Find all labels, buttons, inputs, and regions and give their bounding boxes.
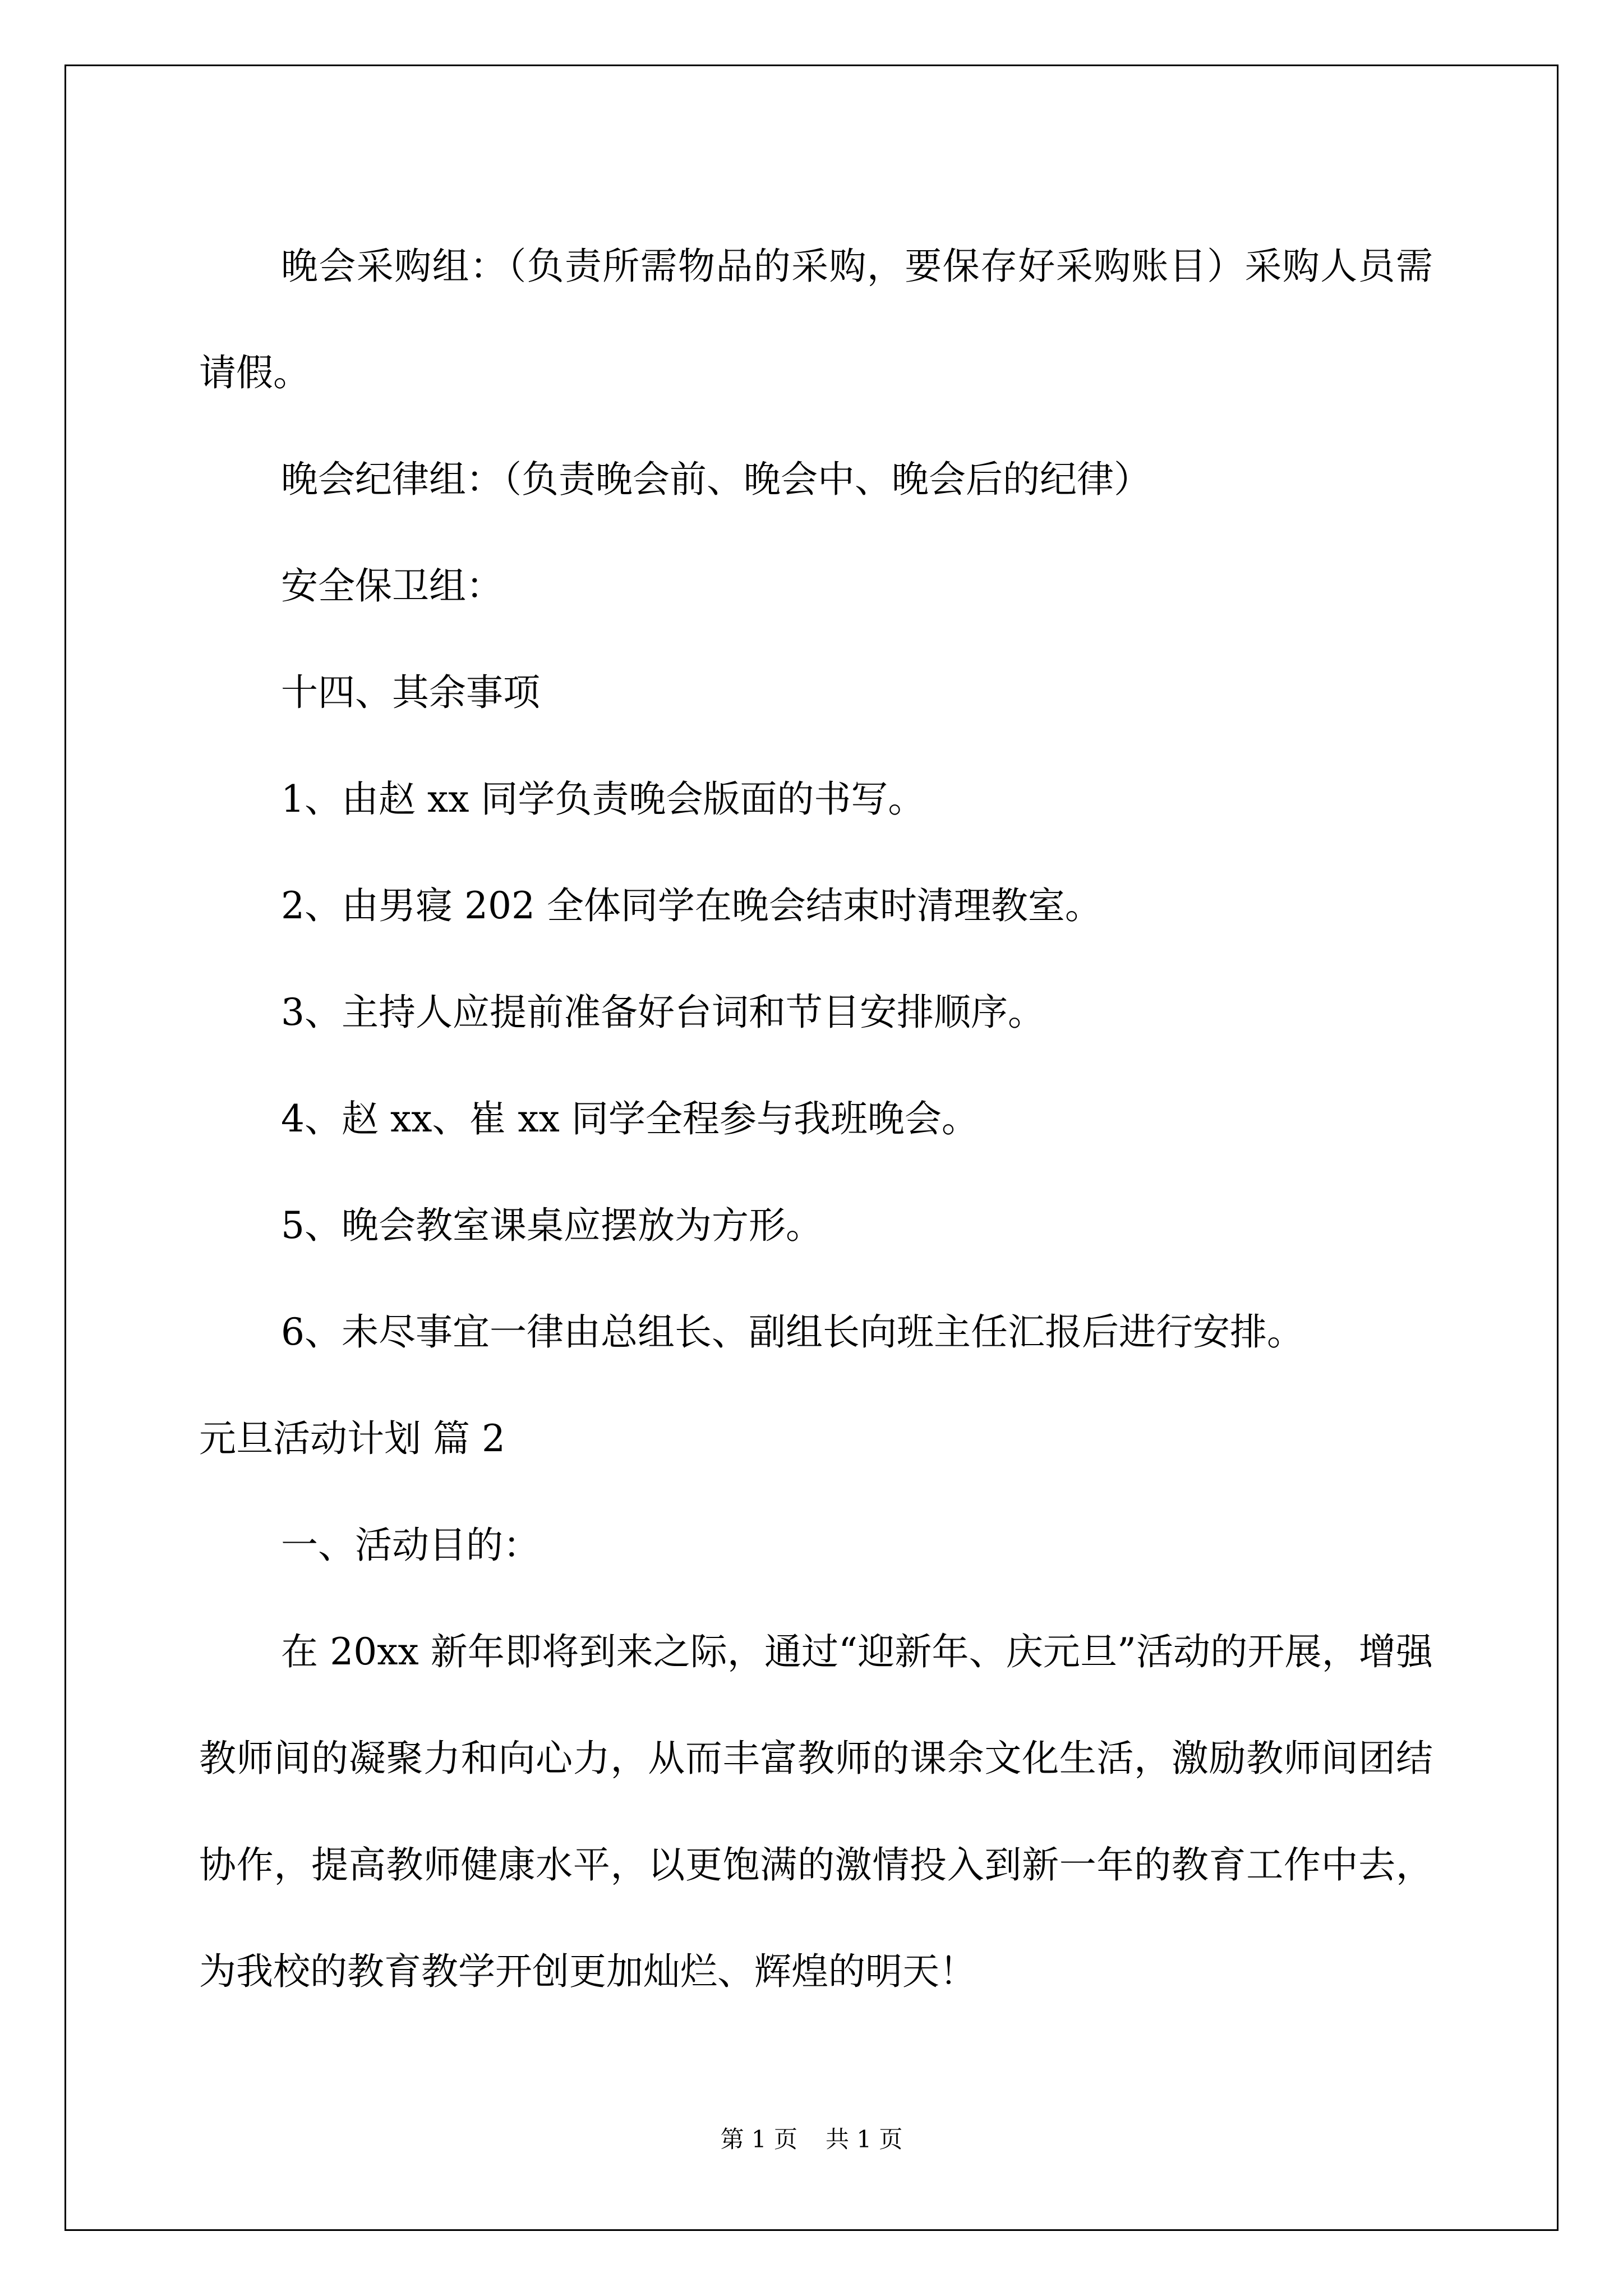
paragraph-security-group: 安全保卫组： [281,564,503,608]
page-number-total: 共 1 页 [826,2125,903,2153]
list-item: 4、赵 xx、崔 xx 同学全程参与我班晚会。 [281,1097,979,1140]
plan-title: 元旦活动计划 篇 2 [199,1417,505,1460]
list-item: 5、晚会教室课桌应摆放为方形。 [281,1204,823,1247]
page-footer [0,2124,1623,2155]
page-number-current: 第 1 页 [720,2125,797,2153]
section-heading-other-matters: 十四、其余事项 [281,671,540,714]
list-item: 6、未尽事宜一律由总组长、副组长向班主任汇报后进行安排。 [281,1310,1304,1354]
paragraph-discipline-group: 晚会纪律组：（负责晚会前、晚会中、晚会后的纪律） [281,458,1151,501]
list-item: 2、由男寝 202 全体同学在晚会结束时清理教室。 [281,884,1102,927]
document-body [199,213,1433,2025]
list-item: 1、由赵 xx 同学负责晚会版面的书写。 [281,777,925,821]
paragraph-purpose-body: 在 20xx 新年即将到来之际，通过“迎新年、庆元旦”活动的开展，增强教师间的凝聚力和向心力，从而丰富教师的课余文化生活，激励教师间团结协作，提高教师健康水平，以更饱满的激情投入到新一年的教育工作中去，为我校的教育教学开创更加灿烂、辉煌的明天！ [199,1630,1433,1993]
section-heading-purpose: 一、活动目的： [281,1524,540,1567]
list-item: 3、主持人应提前准备好台词和节目安排顺序。 [281,991,1045,1034]
paragraph-purchasing-group: 晚会采购组：（负责所需物品的采购，要保存好采购账目）采购人员需请假。 [199,245,1433,394]
